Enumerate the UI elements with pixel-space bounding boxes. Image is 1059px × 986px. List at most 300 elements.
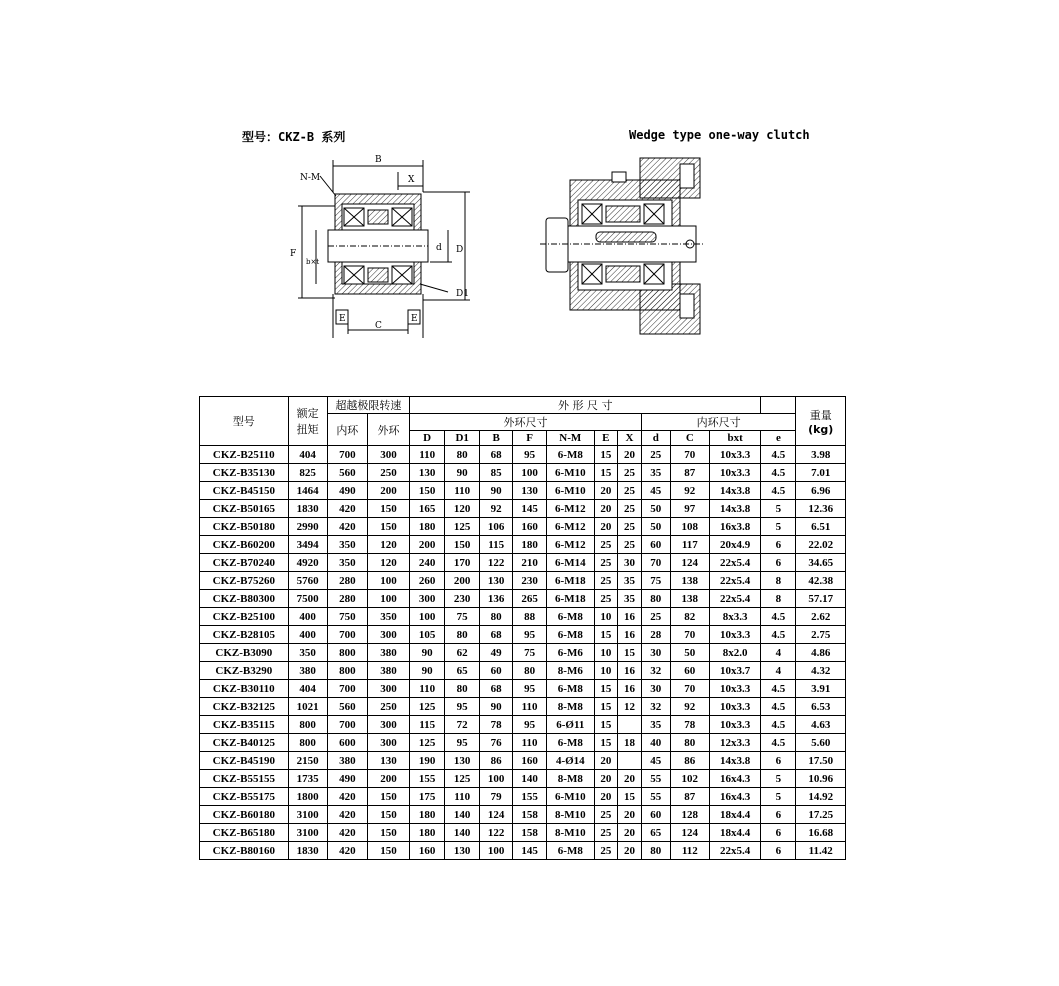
header-blank xyxy=(761,397,796,414)
table-cell: 265 xyxy=(513,590,547,608)
table-cell: 404 xyxy=(288,680,327,698)
table-cell: 30 xyxy=(641,680,670,698)
table-cell: 16 xyxy=(618,626,642,644)
table-cell: 160 xyxy=(513,752,547,770)
table-cell: 125 xyxy=(410,698,445,716)
table-cell: 800 xyxy=(288,734,327,752)
table-cell: 404 xyxy=(288,446,327,464)
table-cell: 490 xyxy=(327,770,367,788)
table-cell: 800 xyxy=(288,716,327,734)
table-cell: 4.86 xyxy=(796,644,846,662)
table-cell: 80 xyxy=(445,680,480,698)
table-cell: 15 xyxy=(594,716,618,734)
table-cell: 160 xyxy=(513,518,547,536)
table-cell: 70 xyxy=(670,680,709,698)
table-cell: 6-M12 xyxy=(547,500,594,518)
table-cell: 420 xyxy=(327,788,367,806)
table-cell: 800 xyxy=(327,662,367,680)
table-cell: 280 xyxy=(327,590,367,608)
table-cell: 400 xyxy=(288,608,327,626)
header-torque-line2: 扭矩 xyxy=(296,423,319,436)
table-cell: 700 xyxy=(327,680,367,698)
table-cell: 15 xyxy=(618,788,642,806)
table-cell: 6-M10 xyxy=(547,464,594,482)
table-cell: 8-M6 xyxy=(547,662,594,680)
table-cell: 115 xyxy=(480,536,513,554)
table-cell: 20 xyxy=(594,500,618,518)
table-row xyxy=(200,590,846,608)
table-cell: 3.91 xyxy=(796,680,846,698)
table-cell: 180 xyxy=(513,536,547,554)
assembly-section-drawing xyxy=(540,154,720,340)
table-cell: 25 xyxy=(618,482,642,500)
header-torque-line1: 额定 xyxy=(296,407,319,420)
table-cell: 380 xyxy=(367,644,409,662)
table-cell: 380 xyxy=(327,752,367,770)
table-cell: 200 xyxy=(445,572,480,590)
table-cell: 130 xyxy=(410,464,445,482)
table-cell: 4 xyxy=(761,644,796,662)
table-cell: 25 xyxy=(641,446,670,464)
table-cell: 130 xyxy=(480,572,513,590)
table-cell: 79 xyxy=(480,788,513,806)
table-cell: 6-M10 xyxy=(547,482,594,500)
table-cell: 100 xyxy=(480,842,513,860)
label-X: X xyxy=(408,175,415,185)
table-cell: 200 xyxy=(367,482,409,500)
table-cell: 350 xyxy=(288,644,327,662)
table-cell: 28 xyxy=(641,626,670,644)
model-cell: CKZ-B75260 xyxy=(200,572,289,590)
table-row xyxy=(200,500,846,518)
table-cell: 210 xyxy=(513,554,547,572)
table-row xyxy=(200,464,846,482)
table-cell: 145 xyxy=(513,500,547,518)
table-cell: 5.60 xyxy=(796,734,846,752)
table-cell: 110 xyxy=(410,680,445,698)
table-cell: 76 xyxy=(480,734,513,752)
table-cell: 420 xyxy=(327,806,367,824)
table-cell: 11.42 xyxy=(796,842,846,860)
table-cell: 25 xyxy=(594,590,618,608)
table-cell: 15 xyxy=(594,446,618,464)
table-cell: 14.92 xyxy=(796,788,846,806)
table-cell: 300 xyxy=(367,734,409,752)
table-cell: 8x2.0 xyxy=(709,644,761,662)
table-cell: 14x3.8 xyxy=(709,752,761,770)
table-cell: 6 xyxy=(761,536,796,554)
model-cell: CKZ-B50165 xyxy=(200,500,289,518)
model-cell: CKZ-B25110 xyxy=(200,446,289,464)
table-cell: 10x3.3 xyxy=(709,680,761,698)
model-cell: CKZ-B80160 xyxy=(200,842,289,860)
table-cell: 2150 xyxy=(288,752,327,770)
table-cell: 110 xyxy=(513,698,547,716)
table-cell: 6-M18 xyxy=(547,572,594,590)
table-cell: 122 xyxy=(480,554,513,572)
table-cell: 700 xyxy=(327,446,367,464)
table-cell: 17.50 xyxy=(796,752,846,770)
header-torque xyxy=(288,397,327,446)
subheader-inner: e xyxy=(761,431,796,446)
table-cell: 230 xyxy=(445,590,480,608)
spec-table xyxy=(199,396,846,860)
table-cell: 155 xyxy=(513,788,547,806)
table-cell: 6-M14 xyxy=(547,554,594,572)
table-cell: 10 xyxy=(594,644,618,662)
table-cell: 32 xyxy=(641,662,670,680)
table-cell: 6-M12 xyxy=(547,518,594,536)
table-cell: 80 xyxy=(513,662,547,680)
table-cell: 300 xyxy=(367,680,409,698)
table-cell: 560 xyxy=(327,698,367,716)
table-cell: 1800 xyxy=(288,788,327,806)
table-cell: 1830 xyxy=(288,500,327,518)
table-cell: 130 xyxy=(445,752,480,770)
model-cell: CKZ-B32125 xyxy=(200,698,289,716)
subheader-outer: B xyxy=(480,431,513,446)
table-row xyxy=(200,734,846,752)
table-cell: 7.01 xyxy=(796,464,846,482)
table-cell: 280 xyxy=(327,572,367,590)
table-cell: 25 xyxy=(594,554,618,572)
table-cell: 68 xyxy=(480,446,513,464)
table-cell: 600 xyxy=(327,734,367,752)
table-row xyxy=(200,554,846,572)
table-row xyxy=(200,752,846,770)
table-cell: 1021 xyxy=(288,698,327,716)
table-cell: 106 xyxy=(480,518,513,536)
subheader-outer: D xyxy=(410,431,445,446)
model-cell: CKZ-B40125 xyxy=(200,734,289,752)
table-cell: 6-M8 xyxy=(547,680,594,698)
table-cell: 62 xyxy=(445,644,480,662)
table-cell: 25 xyxy=(594,806,618,824)
table-cell: 32 xyxy=(641,698,670,716)
table-cell: 20 xyxy=(618,824,642,842)
table-cell: 10x3.3 xyxy=(709,446,761,464)
model-cell: CKZ-B30110 xyxy=(200,680,289,698)
table-cell: 170 xyxy=(445,554,480,572)
table-cell: 80 xyxy=(480,608,513,626)
table-cell: 6-M8 xyxy=(547,608,594,626)
table-cell: 124 xyxy=(670,824,709,842)
table-cell: 8-M10 xyxy=(547,824,594,842)
table-cell: 3100 xyxy=(288,806,327,824)
table-row xyxy=(200,644,846,662)
subheader-outer: N-M xyxy=(547,431,594,446)
table-cell: 70 xyxy=(670,626,709,644)
table-cell: 97 xyxy=(670,500,709,518)
table-cell: 35 xyxy=(618,590,642,608)
table-cell: 20x4.9 xyxy=(709,536,761,554)
table-cell: 110 xyxy=(410,446,445,464)
table-row xyxy=(200,608,846,626)
model-cell: CKZ-B60180 xyxy=(200,806,289,824)
model-cell: CKZ-B3090 xyxy=(200,644,289,662)
table-cell: 90 xyxy=(410,644,445,662)
model-cell: CKZ-B60200 xyxy=(200,536,289,554)
table-cell: 60 xyxy=(670,662,709,680)
table-cell: 420 xyxy=(327,842,367,860)
table-cell: 4.5 xyxy=(761,698,796,716)
table-cell: 80 xyxy=(641,842,670,860)
subheader-outer: X xyxy=(618,431,642,446)
table-cell: 125 xyxy=(410,734,445,752)
table-cell: 10x3.7 xyxy=(709,662,761,680)
table-cell: 6-M18 xyxy=(547,590,594,608)
table-cell: 2990 xyxy=(288,518,327,536)
table-cell: 4-Ø14 xyxy=(547,752,594,770)
table-cell: 10x3.3 xyxy=(709,626,761,644)
table-cell: 72 xyxy=(445,716,480,734)
table-cell: 25 xyxy=(594,824,618,842)
table-cell: 138 xyxy=(670,572,709,590)
table-cell: 4.5 xyxy=(761,482,796,500)
model-cell: CKZ-B3290 xyxy=(200,662,289,680)
table-cell: 10x3.3 xyxy=(709,716,761,734)
table-cell: 75 xyxy=(445,608,480,626)
table-cell: 50 xyxy=(670,644,709,662)
table-cell: 45 xyxy=(641,482,670,500)
table-cell: 16 xyxy=(618,662,642,680)
table-cell: 15 xyxy=(594,698,618,716)
table-cell: 22.02 xyxy=(796,536,846,554)
table-cell: 4.32 xyxy=(796,662,846,680)
table-cell: 150 xyxy=(367,842,409,860)
table-cell: 10 xyxy=(594,608,618,626)
table-cell: 100 xyxy=(480,770,513,788)
label-D: D xyxy=(456,245,464,255)
table-cell: 20 xyxy=(594,518,618,536)
table-cell: 100 xyxy=(367,572,409,590)
subheader-outer: F xyxy=(513,431,547,446)
table-cell: 65 xyxy=(445,662,480,680)
table-cell: 80 xyxy=(641,590,670,608)
table-cell: 158 xyxy=(513,824,547,842)
table-cell: 6-M8 xyxy=(547,734,594,752)
table-cell: 75 xyxy=(513,644,547,662)
table-cell: 68 xyxy=(480,626,513,644)
table-cell: 60 xyxy=(480,662,513,680)
label-D1: D1 xyxy=(456,289,469,299)
table-cell: 6-M8 xyxy=(547,626,594,644)
table-cell: 110 xyxy=(445,482,480,500)
table-cell: 150 xyxy=(367,500,409,518)
table-cell: 70 xyxy=(670,446,709,464)
table-cell: 85 xyxy=(480,464,513,482)
table-cell: 117 xyxy=(670,536,709,554)
table-cell: 25 xyxy=(594,842,618,860)
table-cell: 90 xyxy=(480,482,513,500)
table-cell: 7500 xyxy=(288,590,327,608)
table-cell: 22x5.4 xyxy=(709,572,761,590)
header-inner-ring: 内环 xyxy=(327,414,367,446)
table-cell: 6 xyxy=(761,842,796,860)
table-cell: 240 xyxy=(410,554,445,572)
table-cell: 150 xyxy=(445,536,480,554)
table-cell: 25 xyxy=(618,518,642,536)
table-cell: 800 xyxy=(327,644,367,662)
table-cell: 138 xyxy=(670,590,709,608)
table-cell: 128 xyxy=(670,806,709,824)
table-cell: 350 xyxy=(327,536,367,554)
table-cell: 15 xyxy=(594,626,618,644)
table-cell: 120 xyxy=(367,536,409,554)
table-cell: 420 xyxy=(327,500,367,518)
table-cell: 105 xyxy=(410,626,445,644)
model-cell: CKZ-B70240 xyxy=(200,554,289,572)
table-cell: 150 xyxy=(367,788,409,806)
table-cell: 17.25 xyxy=(796,806,846,824)
header-model: 型号 xyxy=(200,397,289,446)
table-cell: 34.65 xyxy=(796,554,846,572)
table-cell: 16 xyxy=(618,680,642,698)
table-cell: 20 xyxy=(618,806,642,824)
table-cell: 400 xyxy=(288,626,327,644)
table-cell: 95 xyxy=(513,680,547,698)
table-cell: 90 xyxy=(410,662,445,680)
table-cell: 15 xyxy=(594,734,618,752)
table-cell: 8 xyxy=(761,572,796,590)
label-F: F xyxy=(290,249,297,259)
table-cell: 150 xyxy=(410,482,445,500)
table-cell: 825 xyxy=(288,464,327,482)
table-cell: 16x4.3 xyxy=(709,770,761,788)
label-C: C xyxy=(375,321,382,331)
table-cell: 20 xyxy=(618,770,642,788)
table-cell: 130 xyxy=(513,482,547,500)
table-row xyxy=(200,698,846,716)
table-cell: 35 xyxy=(641,716,670,734)
table-cell: 8x3.3 xyxy=(709,608,761,626)
table-cell: 10.96 xyxy=(796,770,846,788)
table-cell: 180 xyxy=(410,518,445,536)
table-cell: 1735 xyxy=(288,770,327,788)
table-cell: 110 xyxy=(445,788,480,806)
table-cell: 92 xyxy=(480,500,513,518)
table-cell: 3494 xyxy=(288,536,327,554)
table-cell: 6 xyxy=(761,752,796,770)
table-cell: 155 xyxy=(410,770,445,788)
table-cell: 20 xyxy=(594,788,618,806)
table-cell: 82 xyxy=(670,608,709,626)
table-cell: 25 xyxy=(594,572,618,590)
table-row xyxy=(200,770,846,788)
table-cell: 20 xyxy=(618,842,642,860)
label-d: d xyxy=(436,243,442,253)
model-series-label: 型号：CKZ-B 系列 xyxy=(242,130,346,144)
table-cell: 6 xyxy=(761,806,796,824)
table-cell: 140 xyxy=(445,806,480,824)
table-cell: 1464 xyxy=(288,482,327,500)
table-cell: 130 xyxy=(445,842,480,860)
table-cell: 95 xyxy=(445,698,480,716)
table-cell: 16 xyxy=(618,608,642,626)
table-cell: 65 xyxy=(641,824,670,842)
table-cell: 700 xyxy=(327,626,367,644)
table-cell: 102 xyxy=(670,770,709,788)
table-cell: 88 xyxy=(513,608,547,626)
table-cell: 175 xyxy=(410,788,445,806)
table-cell: 4.63 xyxy=(796,716,846,734)
table-cell: 300 xyxy=(367,716,409,734)
table-cell: 160 xyxy=(410,842,445,860)
table-cell: 100 xyxy=(513,464,547,482)
table-cell: 10 xyxy=(594,662,618,680)
model-cell: CKZ-B65180 xyxy=(200,824,289,842)
table-cell: 300 xyxy=(367,626,409,644)
table-cell: 1830 xyxy=(288,842,327,860)
table-cell: 90 xyxy=(445,464,480,482)
model-cell: CKZ-B25100 xyxy=(200,608,289,626)
header-weight-line1: 重量 xyxy=(809,408,832,422)
table-cell: 55 xyxy=(641,770,670,788)
table-cell: 150 xyxy=(367,824,409,842)
table-cell: 42.38 xyxy=(796,572,846,590)
table-cell: 95 xyxy=(445,734,480,752)
table-cell: 25 xyxy=(594,536,618,554)
table-cell: 230 xyxy=(513,572,547,590)
table-cell: 5 xyxy=(761,770,796,788)
table-cell: 20 xyxy=(594,752,618,770)
table-cell: 4 xyxy=(761,662,796,680)
table-cell: 10x3.3 xyxy=(709,464,761,482)
table-cell: 2.62 xyxy=(796,608,846,626)
table-row xyxy=(200,518,846,536)
table-cell: 30 xyxy=(618,554,642,572)
model-cell: CKZ-B50180 xyxy=(200,518,289,536)
table-cell: 22x5.4 xyxy=(709,590,761,608)
table-row xyxy=(200,572,846,590)
table-row xyxy=(200,536,846,554)
table-cell: 180 xyxy=(410,824,445,842)
header-outer-ring: 外环 xyxy=(367,414,409,446)
table-cell: 95 xyxy=(513,446,547,464)
table-cell: 420 xyxy=(327,824,367,842)
table-cell: 92 xyxy=(670,482,709,500)
table-row xyxy=(200,716,846,734)
table-cell: 22x5.4 xyxy=(709,554,761,572)
table-cell: 25 xyxy=(618,464,642,482)
subheader-inner: C xyxy=(670,431,709,446)
table-cell: 86 xyxy=(480,752,513,770)
table-cell: 16x4.3 xyxy=(709,788,761,806)
table-cell: 60 xyxy=(641,806,670,824)
table-cell: 5 xyxy=(761,518,796,536)
table-cell: 45 xyxy=(641,752,670,770)
table-cell: 150 xyxy=(367,518,409,536)
table-cell: 300 xyxy=(410,590,445,608)
label-NM: N-M xyxy=(300,173,321,183)
table-cell: 50 xyxy=(641,500,670,518)
table-cell: 6.51 xyxy=(796,518,846,536)
table-cell: 86 xyxy=(670,752,709,770)
model-cell: CKZ-B45190 xyxy=(200,752,289,770)
table-cell: 35 xyxy=(641,464,670,482)
table-cell xyxy=(618,716,642,734)
table-row xyxy=(200,446,846,464)
table-cell: 8-M8 xyxy=(547,770,594,788)
header-weight xyxy=(796,397,846,446)
table-cell: 6.96 xyxy=(796,482,846,500)
table-cell: 3100 xyxy=(288,824,327,842)
table-cell: 4.5 xyxy=(761,716,796,734)
model-cell: CKZ-B28105 xyxy=(200,626,289,644)
table-cell: 75 xyxy=(641,572,670,590)
table-cell: 80 xyxy=(445,626,480,644)
table-cell: 22x5.4 xyxy=(709,842,761,860)
